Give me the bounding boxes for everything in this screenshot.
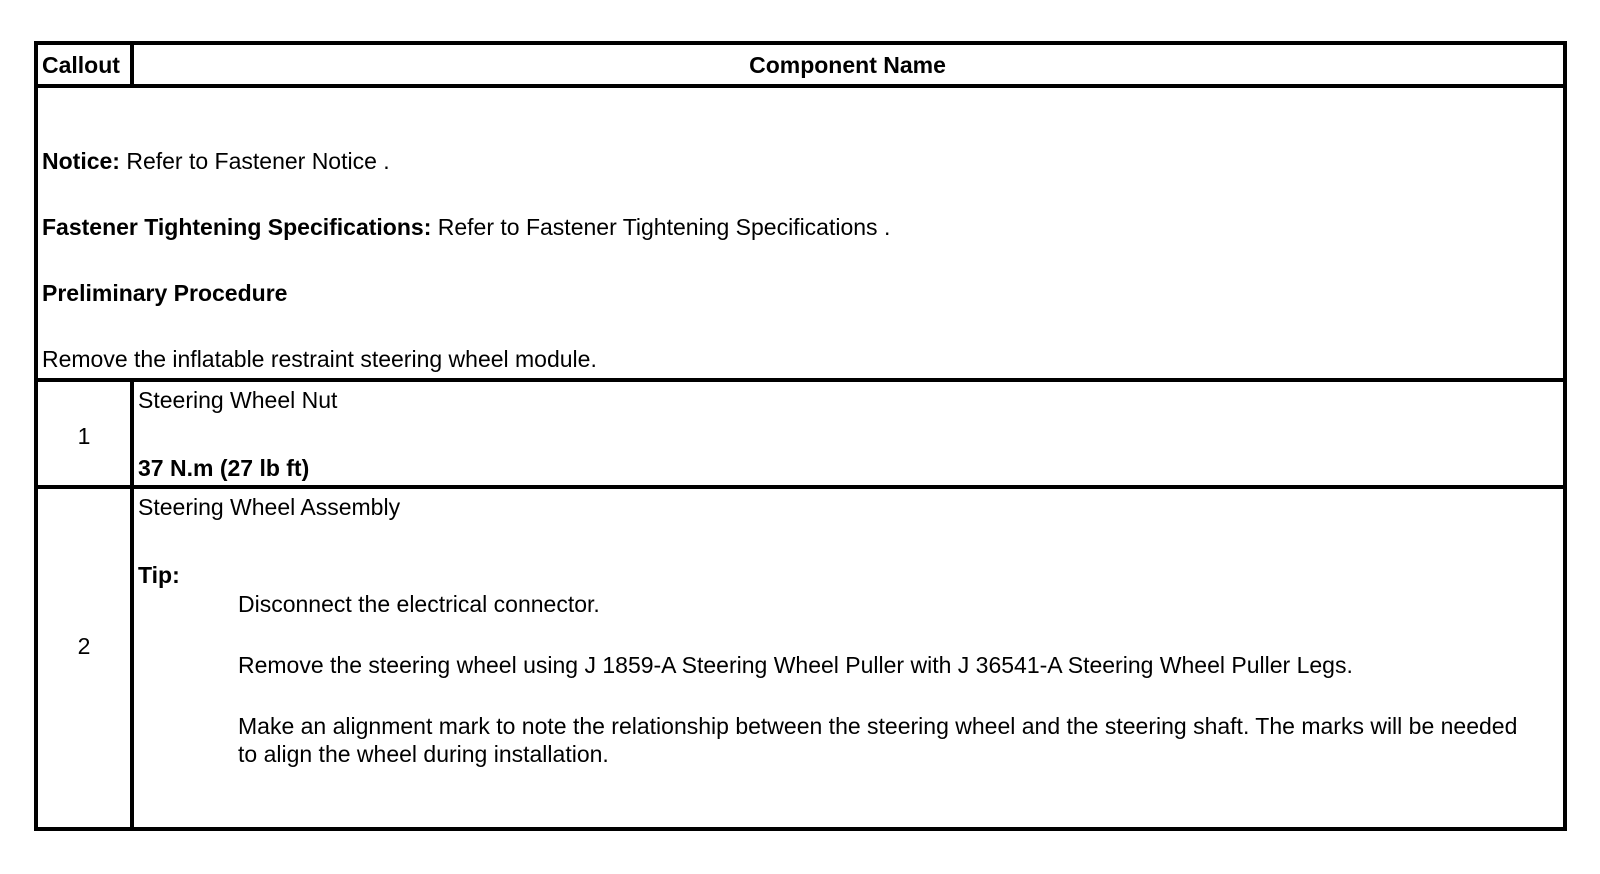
preliminary-heading: Preliminary Procedure: [42, 280, 288, 306]
row-2-name: Steering Wheel Assembly: [138, 494, 401, 520]
spec-text: Refer to Fastener Tightening Specifications .: [431, 214, 891, 240]
row-1-name: Steering Wheel Nut: [138, 387, 338, 413]
preliminary-text: Remove the inflatable restraint steering wheel module.: [42, 346, 597, 372]
intro-bottom-rule: [38, 378, 1563, 382]
notice-text: Refer to Fastener Notice .: [119, 148, 390, 174]
notice-label: Notice:: [42, 148, 120, 174]
row-1-bottom-rule: [38, 485, 1563, 489]
callout-divider: [130, 381, 134, 831]
header-callout: Callout: [42, 52, 120, 78]
row-2-tip-3: Make an alignment mark to note the relationship between the steering wheel and the steering shaft. The marks will be needed to align the wheel during installation.: [238, 713, 1518, 767]
row-2-callout: 2: [77, 633, 91, 659]
header-component-name: Component Name: [749, 52, 946, 78]
header-divider: [130, 45, 134, 86]
row-1-spec: 37 N.m (27 lb ft): [138, 455, 310, 481]
row-1-callout: 1: [77, 423, 91, 449]
notice-line: [42, 147, 390, 175]
spec-label: Fastener Tightening Specifications:: [42, 214, 432, 240]
callout-table: [34, 41, 1567, 831]
spec-line: [42, 213, 890, 241]
row-2-tip-1: Disconnect the electrical connector.: [238, 591, 600, 617]
row-2-tip-label: Tip:: [138, 562, 180, 588]
header-bottom-rule: [38, 84, 1563, 88]
row-2-tip-2: Remove the steering wheel using J 1859-A Steering Wheel Puller with J 36541-A Steering Wheel Puller Legs.: [238, 652, 1353, 678]
